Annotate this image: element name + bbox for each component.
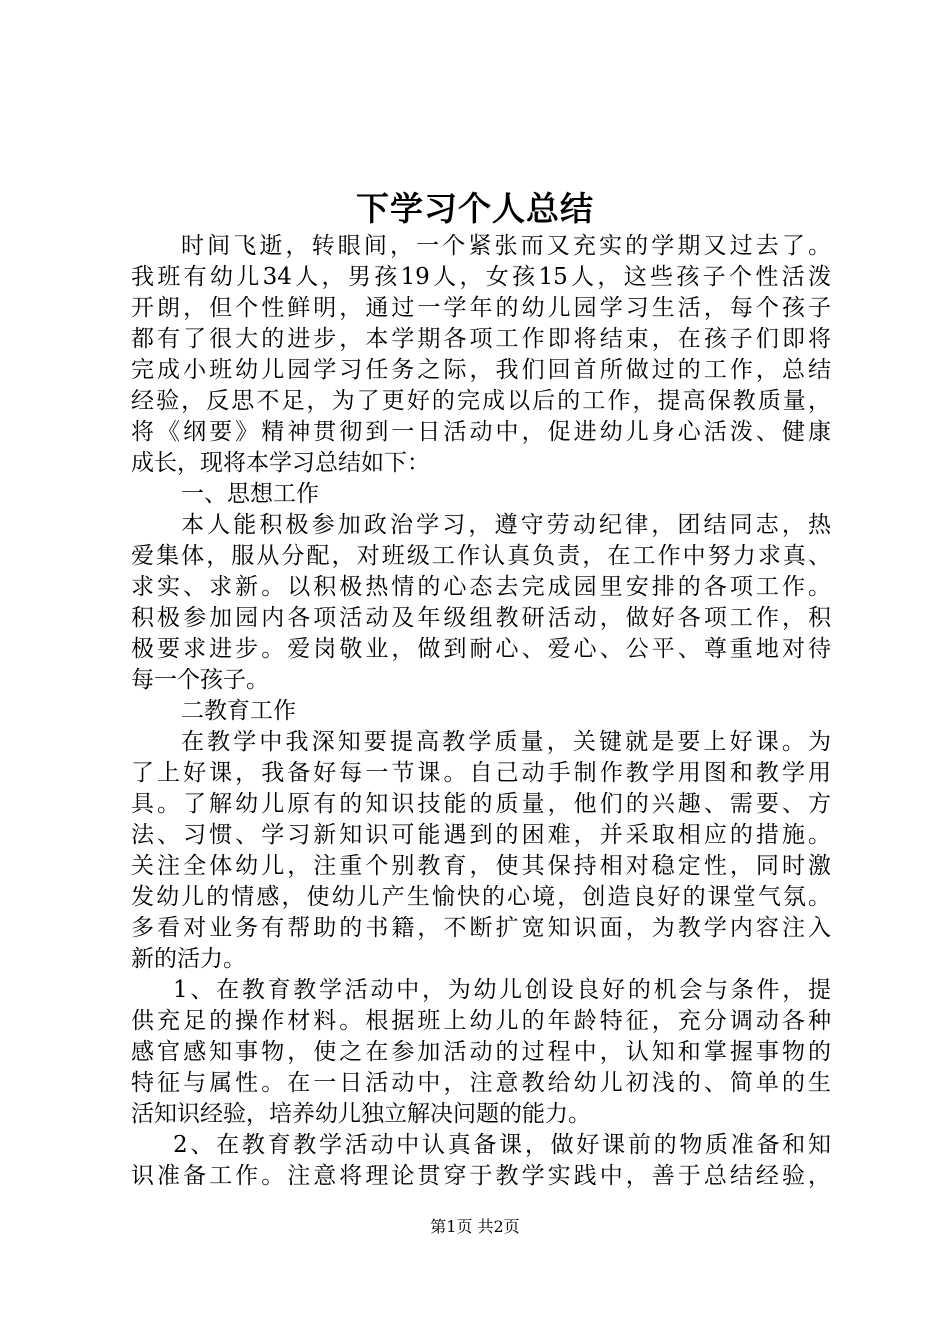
paragraph-line: 新的活力。: [131, 946, 246, 972]
paragraph-line: 活知识经验，培养幼儿独立解决问题的能力。: [131, 1101, 591, 1127]
paragraph-line: 在教学中我深知要提高教学质量，关键就是要上好课。为: [181, 729, 831, 755]
paragraph-line: 关注全体幼儿，注重个别教育，使其保持相对稳定性，同时激: [131, 853, 831, 879]
paragraph-line: 法、习惯、学习新知识可能遇到的困难，并采取相应的措施。: [131, 822, 831, 848]
paragraph-line: 发幼儿的情感，使幼儿产生愉快的心境，创造良好的课堂气氛。: [131, 884, 831, 910]
paragraph-line: 将《纲要》精神贯彻到一日活动中，促进幼儿身心活泼、健康: [131, 419, 831, 445]
paragraph-line: 都有了很大的进步，本学期各项工作即将结束，在孩子们即将: [131, 326, 831, 352]
paragraph-line: 开朗，但个性鲜明，通过一学年的幼儿园学习生活，每个孩子: [131, 295, 831, 321]
document-body: [131, 231, 831, 1192]
paragraph-line: 经验，反思不足，为了更好的完成以后的工作，提高保教质量，: [131, 388, 831, 414]
paragraph-line: 完成小班幼儿园学习任务之际，我们回首所做过的工作，总结: [131, 357, 831, 383]
paragraph-line: 具。了解幼儿原有的知识技能的质量，他们的兴趣、需要、方: [131, 791, 831, 817]
paragraph-line: 了上好课，我备好每一节课。自己动手制作教学用图和教学用: [131, 760, 831, 786]
paragraph-line: 时间飞逝，转眼间，一个紧张而又充实的学期又过去了。: [181, 233, 831, 259]
paragraph-line: 积极参加园内各项活动及年级组教研活动，做好各项工作，积: [131, 605, 831, 631]
paragraph-line: 2、在教育教学活动中认真备课，做好课前的物质准备和知: [173, 1132, 831, 1158]
paragraph-line: 特征与属性。在一日活动中，注意教给幼儿初浅的、简单的生: [131, 1070, 831, 1096]
paragraph-line: 感官感知事物，使之在参加活动的过程中，认知和掌握事物的: [131, 1039, 831, 1065]
paragraph-line: 多看对业务有帮助的书籍，不断扩宽知识面，为教学内容注入: [131, 915, 831, 941]
paragraph-line: 爱集体，服从分配，对班级工作认真负责，在工作中努力求真、: [131, 543, 831, 569]
paragraph-line: 供充足的操作材料。根据班上幼儿的年龄特征，充分调动各种: [131, 1008, 831, 1034]
paragraph-line: 极要求进步。爱岗敬业，做到耐心、爱心、公平、尊重地对待: [131, 636, 831, 662]
paragraph-line: 本人能积极参加政治学习，遵守劳动纪律，团结同志，热: [181, 512, 831, 538]
document-title: 下学习个人总结: [356, 189, 594, 228]
paragraph-line: 识准备工作。注意将理论贯穿于教学实践中，善于总结经验，: [131, 1163, 831, 1189]
paragraph-line: 每一个孩子。: [131, 667, 269, 693]
paragraph-line: 成长，现将本学习总结如下：: [131, 450, 430, 476]
section-heading: 一、思想工作: [181, 481, 319, 507]
paragraph-line: 1、在教育教学活动中，为幼儿创设良好的机会与条件，提: [173, 977, 831, 1003]
paragraph-line: 我班有幼儿34人，男孩19人，女孩15人，这些孩子个性活泼: [131, 264, 831, 290]
paragraph-line: 求实、求新。以积极热情的心态去完成园里安排的各项工作。: [131, 574, 831, 600]
page-number-footer: 第1页 共2页: [430, 1217, 520, 1236]
section-heading: 二教育工作: [181, 698, 296, 724]
